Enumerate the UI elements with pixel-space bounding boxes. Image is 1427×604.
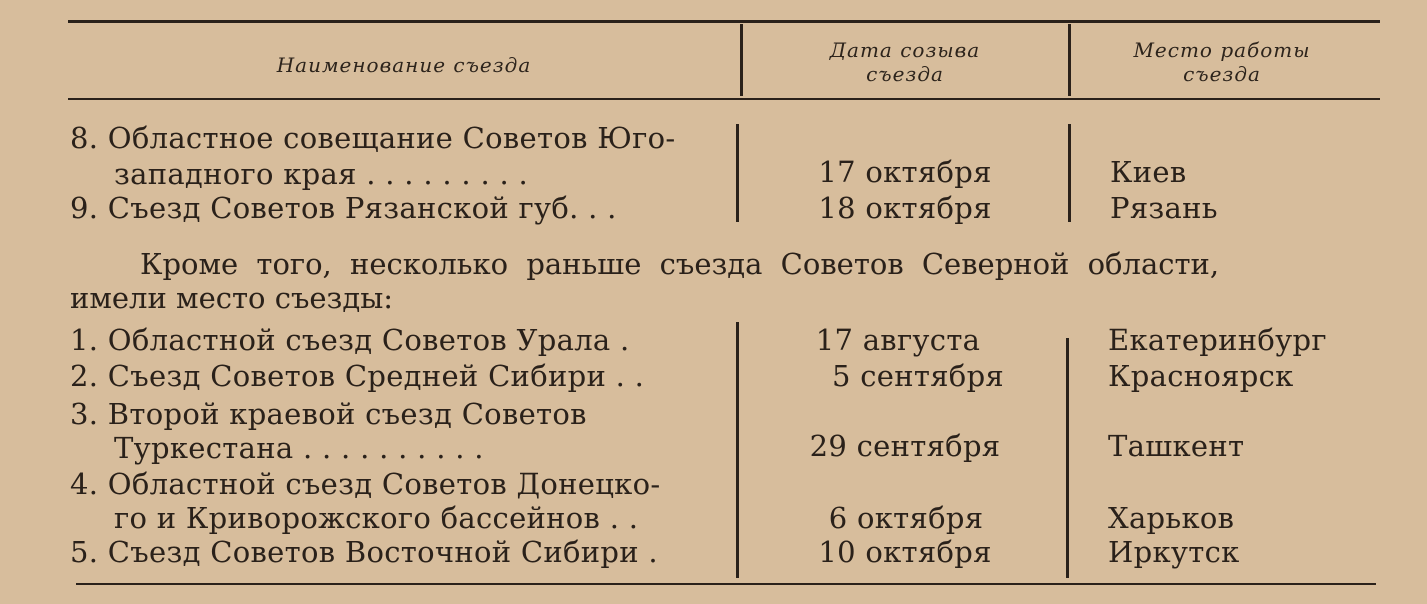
- row-date: 18 октября: [818, 191, 992, 225]
- header-place-line2: съезда: [1183, 62, 1261, 86]
- header-date-line1: Дата созыва: [829, 38, 981, 62]
- row-date: 5 сентября: [831, 359, 1005, 393]
- header-bottom-rule: [68, 98, 1380, 100]
- header-col-divider-1: [740, 24, 743, 96]
- row-place: Красноярск: [1108, 359, 1294, 393]
- row-name-line1: 5. Съезд Советов Восточной Сибири .: [70, 535, 658, 569]
- row-name-line1: 9. Съезд Советов Рязанской губ. . .: [70, 191, 617, 225]
- header-date-line2: съезда: [866, 62, 944, 86]
- row-name-line1: 8. Областное совещание Советов Юго-: [70, 121, 676, 155]
- header-place: [1072, 38, 1372, 86]
- paragraph-line2: имели место съезды:: [70, 281, 394, 315]
- table1-col-divider-1: [736, 124, 739, 222]
- header-date: [744, 38, 1066, 86]
- table2-col-divider-1: [736, 322, 739, 578]
- row-name-line1: 2. Съезд Советов Средней Сибири . .: [70, 359, 645, 393]
- row-place: Екатеринбург: [1108, 323, 1327, 357]
- row-place: Ташкент: [1108, 429, 1245, 463]
- row-place: Харьков: [1108, 501, 1235, 535]
- paragraph-line1: Кроме того, несколько раньше съезда Советов Северной области,: [140, 247, 1220, 281]
- row-date: 10 октября: [818, 535, 992, 569]
- header-name: Наименование съезда: [276, 53, 532, 77]
- row-date: 29 сентября: [809, 429, 1001, 463]
- row-name-line2: го и Криворожского бассейнов . .: [114, 501, 639, 535]
- top-rule: [68, 20, 1380, 23]
- row-date: 17 августа: [815, 323, 981, 357]
- row-place: Иркутск: [1108, 535, 1240, 569]
- bottom-rule: [76, 583, 1376, 585]
- row-place: Киев: [1110, 155, 1187, 189]
- row-name-line1: 3. Второй краевой съезд Советов: [70, 397, 587, 431]
- row-name-line1: 1. Областной съезд Советов Урала .: [70, 323, 630, 357]
- row-date: 17 октября: [818, 155, 992, 189]
- row-name-line1: 4. Областной съезд Советов Донецко-: [70, 467, 661, 501]
- row-place: Рязань: [1110, 191, 1218, 225]
- header-place-line1: Место работы: [1133, 38, 1311, 62]
- row-name-line2: Туркестана . . . . . . . . . .: [114, 431, 484, 465]
- row-date: 6 октября: [828, 501, 984, 535]
- row-name-line2: западного края . . . . . . . . .: [114, 157, 529, 191]
- header-col-divider-2: [1068, 24, 1071, 96]
